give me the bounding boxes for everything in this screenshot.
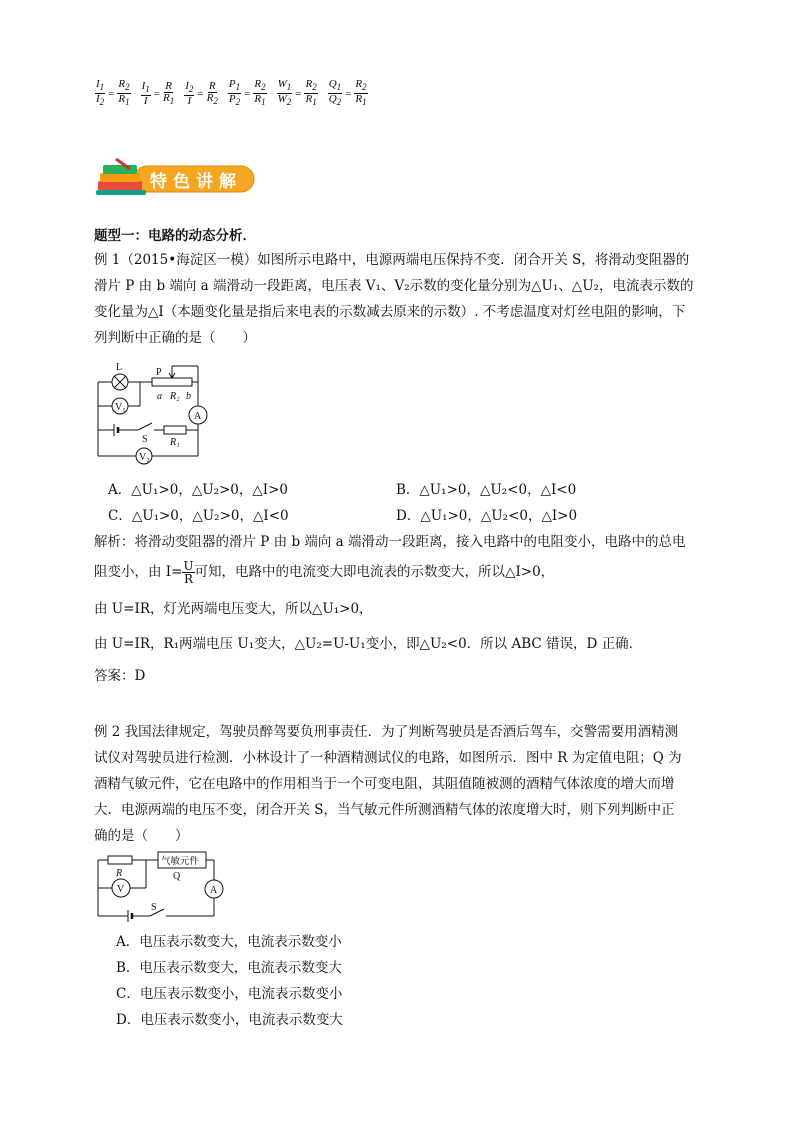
- label-Q: Q: [173, 871, 181, 882]
- ex1-line-2: 滑片 P 由 b 端向 a 端滑动一段距离，电压表 V₁、V₂示数的变化量分别为△U₁、△U₂，电流表示数的: [94, 278, 694, 294]
- ratio-left: $\frac{P_1}{P_2}$: [228, 78, 241, 108]
- label-sensor: 气敏元件: [161, 857, 200, 867]
- ex1-line-3: 变化量为△I（本题变化量是指后来电表的示数减去原来的示数）. 不考虑温度对灯丝电阻的影响，下: [94, 304, 686, 320]
- circuit-diagram-2: [94, 848, 230, 922]
- ex2-line-1: 例 2 我国法律规定，驾驶员醉驾要负刑事责任．为了判断驾驶员是否酒后驾车，交警需要用酒精测: [94, 724, 679, 740]
- ratio-right: $\frac{R_2}{R_1}$: [305, 78, 317, 108]
- ex2-option-d[interactable]: D．电压表示数变小，电流表示数变大: [116, 1012, 343, 1028]
- ex1-line-4: 列判断中正确的是（ ）: [94, 330, 256, 346]
- ratio-left: $\frac{Q_1}{Q_2}$: [328, 78, 342, 108]
- label-A2: A: [210, 885, 218, 896]
- ex2-line-4: 大．电源两端的电压不变，闭合开关 S，当气敏元件所测酒精气体的浓度增大时，则下列判断中正: [94, 802, 675, 818]
- ratio-formula: $\frac{P_1}{P_2}$ = $\frac{R_2}{R_1}$: [228, 78, 266, 108]
- ratio-right: $\frac{R_2}{R_1}$: [118, 78, 130, 108]
- ex1-option-c[interactable]: C．△U₁>0，△U₂>0，△I<0: [108, 508, 289, 524]
- ex1-option-b[interactable]: B．△U₁>0，△U₂<0，△I<0: [396, 482, 577, 498]
- label-R2: R₂: [170, 391, 180, 402]
- ratio-left: $\frac{I_1}{I_2}$: [96, 78, 105, 108]
- label-V1: V₁: [115, 402, 126, 413]
- ratio-formula: $\frac{I_2}{I}$ = $\frac{R}{R_2}$: [185, 79, 218, 107]
- ex1-line-1: 例 1（2015•海淀区一模）如图所示电路中，电源两端电压保持不变．闭合开关 S，将滑动变阻器的: [94, 252, 690, 268]
- ex2-line-5: 确的是（ ）: [94, 828, 189, 844]
- label-R1: R₁: [170, 437, 180, 448]
- ratio-right: $\frac{R_2}{R_1}$: [254, 78, 266, 108]
- ratio-formula: $\frac{Q_1}{Q_2}$ = $\frac{R_2}{R_1}$: [328, 78, 367, 108]
- label-L: L: [116, 362, 123, 373]
- ex1-option-a[interactable]: A．△U₁>0，△U₂>0，△I>0: [108, 482, 289, 498]
- ratio-left: $\frac{I_2}{I}$: [185, 79, 194, 107]
- ohms-law-fraction: $\frac{U}{R}$: [183, 559, 194, 586]
- ratio-left: $\frac{W_1}{W_2}$: [277, 78, 292, 108]
- ratio-right: $\frac{R_2}{R_1}$: [355, 78, 367, 108]
- ex2-option-b[interactable]: B．电压表示数变大，电流表示数变大: [116, 960, 342, 976]
- label-S: S: [142, 434, 148, 445]
- ratio-formula: $\frac{I_1}{I_2}$ = $\frac{R_2}{R_1}$: [96, 78, 130, 108]
- analysis-line-2: 阻变小，由 I= $\frac{U}{R}$ 可知，电路中的电流变大即电流表的示数变大，所以△I>0，: [94, 559, 555, 586]
- ratio-left: $\frac{I_1}{I}$: [141, 79, 150, 107]
- ex1-option-d[interactable]: D．△U₁>0，△U₂<0，△I>0: [396, 508, 578, 524]
- label-R: R: [116, 868, 123, 879]
- label-V2: V₂: [139, 452, 150, 463]
- label-V: V: [117, 884, 125, 895]
- analysis-line-4: 由 U=IR，R₁两端电压 U₁变大，△U₂=U-U₁变小，即△U₂<0．所以 ABC 错误，D 正确．: [94, 636, 643, 652]
- circuit-diagram-1: [94, 358, 219, 468]
- ex2-option-c[interactable]: C．电压表示数变小，电流表示数变小: [116, 986, 343, 1002]
- analysis-line-3: 由 U=IR，灯光两端电压变大，所以△U₁>0，: [94, 601, 373, 617]
- ratio-right: $\frac{R}{R_1}$: [163, 79, 175, 106]
- label-b: b: [186, 391, 191, 402]
- section-banner-title: 特色讲解: [150, 172, 242, 192]
- section-banner: [94, 155, 259, 199]
- ex2-option-a[interactable]: A．电压表示数变大，电流表示数变小: [116, 934, 342, 950]
- ex1-answer: 答案：D: [94, 668, 146, 684]
- ex2-line-2: 试仪对驾驶员进行检测．小林设计了一种酒精测试仪的电路，如图所示．图中 R 为定值电阻；Q 为: [94, 750, 682, 766]
- topic-heading: 题型一：电路的动态分析．: [94, 228, 256, 244]
- label-S2: S: [151, 902, 157, 913]
- ratio-right: $\frac{R}{R_2}$: [206, 79, 218, 106]
- label-a: a: [157, 391, 162, 402]
- ratio-formulas: [94, 79, 377, 108]
- label-P: P: [156, 367, 162, 378]
- label-A: A: [194, 411, 202, 422]
- ratio-formula: $\frac{I_1}{I}$ = $\frac{R}{R_1}$: [141, 79, 175, 107]
- ratio-formula: $\frac{W_1}{W_2}$ = $\frac{R_2}{R_1}$: [277, 78, 317, 108]
- analysis-line-1: 解析：将滑动变阻器的滑片 P 由 b 端向 a 端滑动一段距离，接入电路中的电阻变小，电路中的总电: [94, 534, 686, 550]
- ex2-line-3: 酒精气敏元件，它在电路中的作用相当于一个可变电阻，其阻值随被测的酒精气体浓度的增大而增: [94, 776, 675, 792]
